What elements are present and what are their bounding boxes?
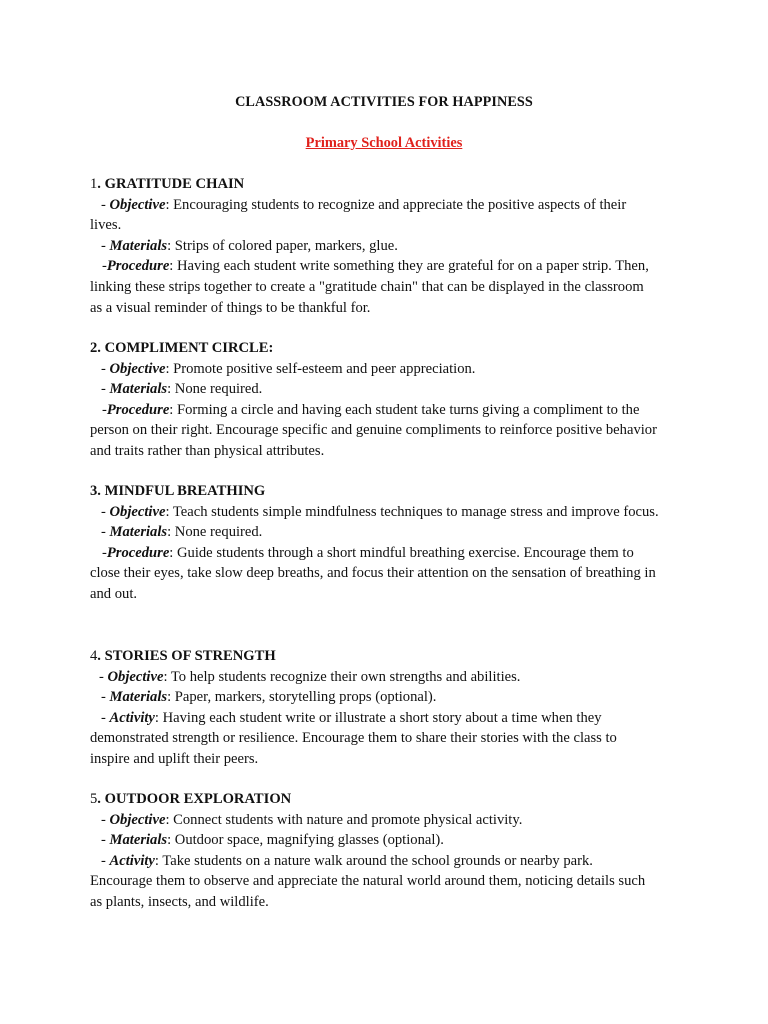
activity-continuation: demonstrated strength or resilience. Encourage them to share their stories with the class to [90, 730, 617, 747]
materials-line: - Materials: None required. [101, 524, 263, 541]
section-heading: 3. MINDFUL BREATHING [90, 483, 266, 499]
procedure-continuation: as a visual reminder of things to be thankful for. [90, 299, 371, 316]
section-outdoor-exploration [90, 789, 690, 913]
document-title: CLASSROOM ACTIVITIES FOR HAPPINESS [235, 94, 533, 110]
procedure-label: Procedure [106, 258, 170, 275]
materials-line: - Materials: Outdoor space, magnifying glasses (optional). [101, 832, 444, 849]
activity-continuation: Encourage them to observe and appreciate the natural world around them, noticing details such [90, 873, 646, 890]
objective-label: Objective [109, 360, 166, 377]
objective-line: - Objective: Connect students with nature and promote physical activity. [101, 811, 523, 828]
activity-label: Activity [109, 709, 155, 726]
objective-line: - Objective: To help students recognize their own strengths and abilities. [99, 668, 521, 685]
section-heading: 5. OUTDOOR EXPLORATION [90, 791, 292, 807]
materials-label: Materials [109, 689, 168, 706]
objective-label: Objective [107, 668, 164, 685]
section-mindful-breathing [90, 481, 690, 605]
activity-line: - Activity: Take students on a nature walk around the school grounds or nearby park. [101, 852, 593, 869]
objective-continuation: lives. [90, 217, 122, 234]
procedure-line: -Procedure: Forming a circle and having each student take turns giving a compliment to the [102, 401, 640, 418]
procedure-label: Procedure [106, 401, 170, 418]
objective-line: - Objective: Teach students simple mindfulness techniques to manage stress and improve focus. [101, 503, 659, 520]
procedure-continuation: and traits rather than physical attributes. [90, 442, 325, 459]
materials-line: - Materials: Paper, markers, storytelling props (optional). [101, 689, 437, 706]
materials-line: - Materials: None required. [101, 381, 263, 398]
materials-label: Materials [109, 381, 168, 398]
objective-label: Objective [109, 503, 166, 520]
materials-label: Materials [109, 832, 168, 849]
objective-line: - Objective: Encouraging students to recognize and appreciate the positive aspects of their [101, 196, 627, 213]
procedure-continuation: person on their right. Encourage specific and genuine compliments to reinforce positive behavior [90, 422, 657, 439]
procedure-continuation: and out. [90, 585, 138, 602]
section-stories-of-strength [90, 646, 690, 770]
activity-continuation: as plants, insects, and wildlife. [90, 893, 269, 910]
activity-continuation: inspire and uplift their peers. [90, 750, 259, 767]
procedure-label: Procedure [106, 544, 170, 561]
objective-label: Objective [109, 811, 166, 828]
section-gratitude-chain [90, 174, 690, 318]
section-compliment-circle [90, 338, 690, 462]
materials-label: Materials [109, 524, 168, 541]
activity-line: - Activity: Having each student write or illustrate a short story about a time when they [101, 709, 602, 726]
materials-line: - Materials: Strips of colored paper, markers, glue. [101, 237, 398, 254]
procedure-continuation: linking these strips together to create a "gratitude chain" that can be displayed in the classroom [90, 278, 644, 295]
procedure-line: -Procedure: Having each student write something they are grateful for on a paper strip. Then, [102, 258, 649, 275]
objective-line: - Objective: Promote positive self-esteem and peer appreciation. [101, 360, 476, 377]
materials-label: Materials [109, 237, 168, 254]
objective-label: Objective [109, 196, 166, 213]
section-heading: 2. COMPLIMENT CIRCLE: [90, 340, 274, 356]
document-subtitle: Primary School Activities [305, 135, 463, 151]
section-heading: 4. STORIES OF STRENGTH [90, 648, 276, 664]
section-heading: 1. GRATITUDE CHAIN [90, 176, 245, 192]
activity-label: Activity [109, 852, 155, 869]
procedure-line: -Procedure: Guide students through a short mindful breathing exercise. Encourage them to [102, 544, 634, 561]
procedure-continuation: close their eyes, take slow deep breaths, and focus their attention on the sensation of breathing in [90, 565, 656, 582]
